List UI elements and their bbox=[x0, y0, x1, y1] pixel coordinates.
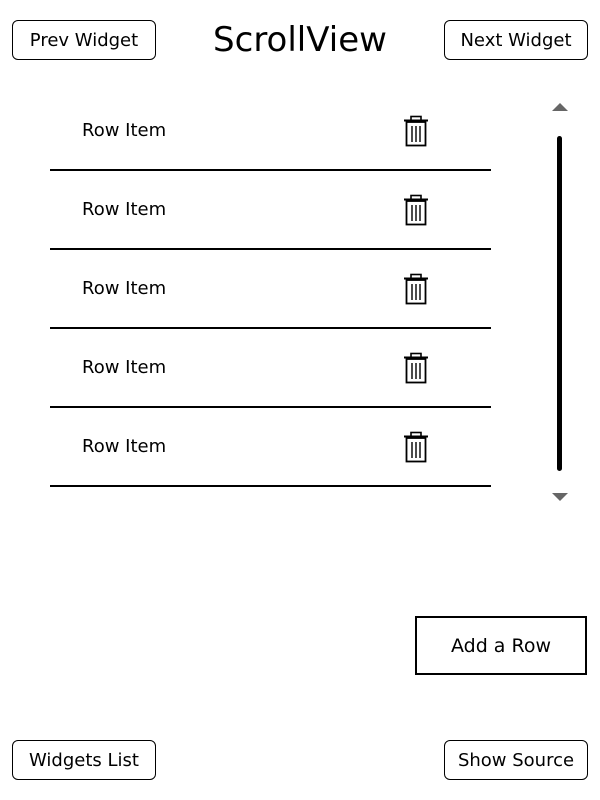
scrollbar-thumb[interactable] bbox=[557, 136, 562, 471]
list-item bbox=[50, 408, 491, 487]
row-item-label: Row Item bbox=[82, 278, 167, 299]
row-item-label: Row Item bbox=[82, 436, 167, 457]
list-item bbox=[50, 329, 491, 408]
scroll-view-list[interactable] bbox=[50, 92, 491, 487]
prev-widget-button[interactable]: Prev Widget bbox=[12, 20, 156, 60]
trash-icon[interactable] bbox=[403, 352, 429, 384]
list-item bbox=[50, 171, 491, 250]
trash-icon[interactable] bbox=[403, 273, 429, 305]
trash-icon[interactable] bbox=[403, 115, 429, 147]
trash-icon[interactable] bbox=[403, 431, 429, 463]
widgets-list-button[interactable]: Widgets List bbox=[12, 740, 156, 780]
list-item bbox=[50, 92, 491, 171]
scroll-down-arrow-icon[interactable] bbox=[552, 493, 568, 501]
row-item-label: Row Item bbox=[82, 120, 167, 141]
show-source-button[interactable]: Show Source bbox=[444, 740, 588, 780]
trash-icon[interactable] bbox=[403, 194, 429, 226]
list-item bbox=[50, 250, 491, 329]
row-item-label: Row Item bbox=[82, 357, 167, 378]
scroll-up-arrow-icon[interactable] bbox=[552, 103, 568, 111]
next-widget-button[interactable]: Next Widget bbox=[444, 20, 588, 60]
add-row-button[interactable]: Add a Row bbox=[415, 616, 587, 675]
page-title: ScrollView bbox=[213, 20, 387, 60]
row-item-label: Row Item bbox=[82, 199, 167, 220]
